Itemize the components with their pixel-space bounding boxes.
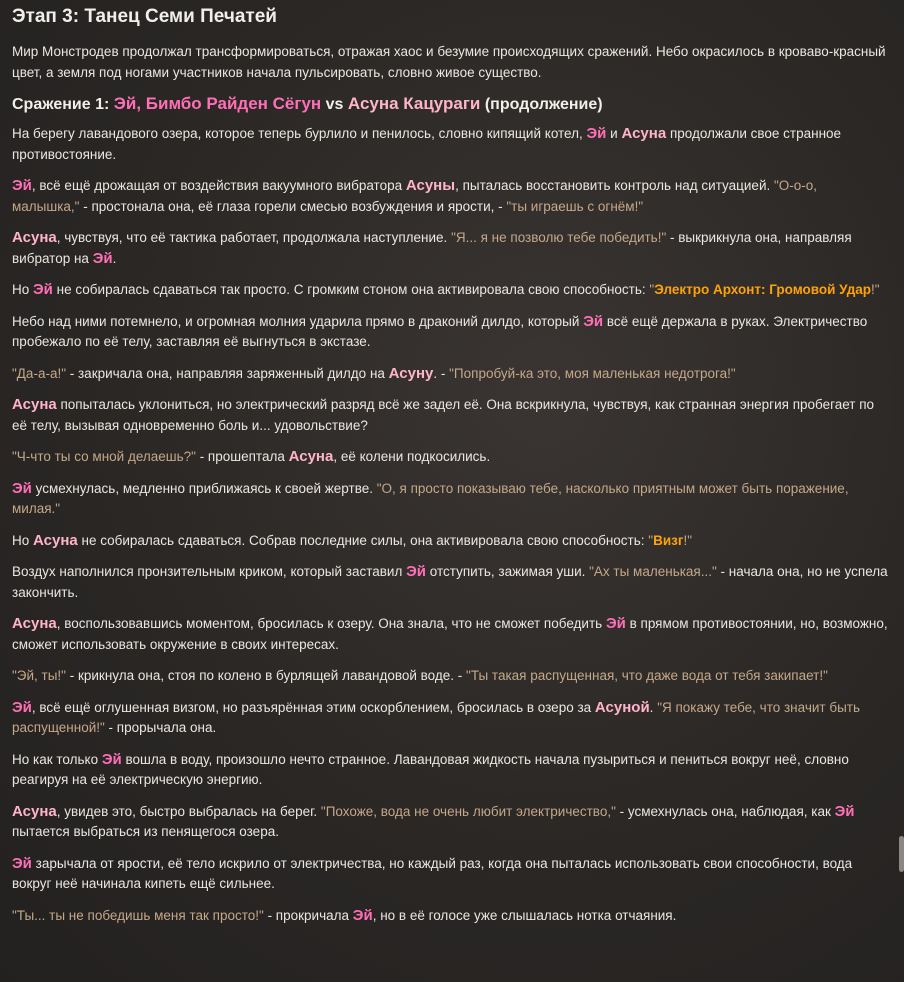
text: vs xyxy=(321,96,348,113)
ability-name: Электро Архонт: Громовой Удар xyxy=(654,282,872,297)
quote: !" xyxy=(683,532,693,548)
story-paragraph xyxy=(12,614,888,655)
quote: " xyxy=(648,532,654,548)
name-asuna: Асуну xyxy=(388,364,434,382)
quote: "Я... я не позволю тебе победить!" xyxy=(451,230,667,245)
story-paragraph xyxy=(12,42,888,83)
text: , увидев это, быстро выбралась на берег. xyxy=(56,803,321,819)
name-ei: Эй xyxy=(12,854,32,872)
name-asuna: Асуной xyxy=(594,698,650,716)
ability-name: Визг xyxy=(653,532,684,548)
name-ei: Эй xyxy=(834,802,855,820)
name-asuna: Асуна xyxy=(12,615,57,632)
scrollbar[interactable] xyxy=(898,0,904,982)
name-asuna: Асуна xyxy=(12,396,57,413)
quote: !" xyxy=(871,282,880,297)
quote: "Похоже, вода не очень любит электричество," xyxy=(320,803,616,819)
story-paragraph xyxy=(12,228,888,269)
text: не собиралась сдаваться так просто. С громким стоном она активировала свою способность: xyxy=(52,282,650,297)
story-paragraph xyxy=(12,395,888,436)
text: - закричала она, направляя заряженный дилдо на xyxy=(66,365,389,381)
text: вошла в воду, произошло нечто странное. Лавандовая жидкость начала пузыриться и пениться вокруг неё, словно реагируя на её электрическую энергию. xyxy=(12,751,849,787)
text: - усмехнулась она, наблюдая, как xyxy=(615,803,835,819)
name-ei: Эй xyxy=(33,281,53,298)
text: в прямом противостоянии, но, возможно, сможет использовать окружение в своих интересах. xyxy=(12,616,888,652)
name-ei: Эй xyxy=(92,249,113,267)
text: Воздух наполнился пронзительным криком, который заставил xyxy=(12,564,407,579)
story-paragraph xyxy=(12,312,888,353)
quote: "Попробуй-ка это, моя маленькая недотрога!" xyxy=(449,365,736,381)
text: , всё ещё оглушенная визгом, но разъярённая этим оскорблением, бросилась в озеро за xyxy=(31,699,595,715)
story-paragraph xyxy=(12,280,888,301)
text: - начала она, но не успела закончить. xyxy=(12,564,888,600)
text: - выкрикнула она, направляя вибратор на xyxy=(12,230,852,266)
story-body xyxy=(12,42,888,926)
text: Но xyxy=(12,532,34,548)
text: , пыталась восстановить контроль над ситуацией. xyxy=(455,178,774,193)
text: , воспользовавшись моментом, бросилась к озеру. Она знала, что не сможет победить xyxy=(56,616,606,631)
name-asuna: Асуна xyxy=(288,448,334,465)
story-paragraph xyxy=(12,666,888,687)
quote: "Я покажу тебе, что значит быть распущенной!" xyxy=(12,699,861,735)
quote: "Да-а-а!" xyxy=(12,365,66,381)
stage-title: Этап 3: Танец Семи Печатей xyxy=(12,6,277,27)
text: - крикнула она, стоя по колено в бурлящей лавандовой воде. - xyxy=(65,668,467,683)
story-paragraph xyxy=(12,447,888,468)
quote: "О-о-о, малышка," xyxy=(12,178,818,214)
quote: "Эй, ты!" xyxy=(12,668,66,683)
quote: " xyxy=(649,282,655,297)
name-ei: Эй xyxy=(406,563,426,580)
name-ei: Эй xyxy=(586,125,607,142)
name-ei: Эй xyxy=(605,615,626,632)
quote: "Ах ты маленькая..." xyxy=(589,564,717,579)
name-asuna: Асуна xyxy=(12,229,57,246)
text: Небо над ними потемнело, и огромная молния ударила прямо в драконий дилдо, который xyxy=(12,313,584,329)
story-paragraph xyxy=(12,479,888,520)
text: - прорычала она. xyxy=(104,720,217,735)
battle-heading xyxy=(12,94,888,114)
text: - прокричала xyxy=(263,907,353,923)
text: . xyxy=(112,250,117,266)
name-ei: Эй xyxy=(583,312,604,330)
text: , её колени подкосились. xyxy=(333,449,491,464)
name-asuna: Асуна xyxy=(33,531,78,549)
name-asuna: Асуна xyxy=(621,125,667,142)
text: усмехнулась, медленно приближаясь к своей жертве. xyxy=(31,480,377,496)
name-ei: Эй xyxy=(12,698,32,716)
text: не собиралась сдаваться. Собрав последние силы, она активировала свою способность: xyxy=(77,532,649,548)
story-paragraph xyxy=(12,854,888,895)
name-asuna: Асуна Кацураги xyxy=(347,94,481,113)
text: Мир Монстродев продолжал трансформироваться, отражая хаос и безумие происходящих сражений. Небо окрасилось в кроваво-красный цвет, а земля под ногами участников начала пульсировать, словно живое существо. xyxy=(12,44,886,80)
story-paragraph xyxy=(12,364,888,385)
story-paragraph xyxy=(12,698,888,739)
text: , но в её голосе уже слышалась нотка отчаяния. xyxy=(372,907,677,923)
text: , всё ещё дрожащая от воздействия вакуумного вибратора xyxy=(31,178,406,193)
name-asuna: Асуна xyxy=(12,802,57,820)
name-asuna: Асуны xyxy=(405,177,456,194)
story-content xyxy=(12,0,888,937)
text: . - xyxy=(433,365,450,381)
story-paragraph xyxy=(12,176,888,217)
quote: "Ты такая распущенная, что даже вода от тебя закипает!" xyxy=(466,668,828,683)
story-paragraph xyxy=(12,750,888,791)
name-ei: Эй xyxy=(101,750,122,768)
text: Но xyxy=(12,282,34,297)
name-ei: Эй xyxy=(352,906,373,924)
quote: "ты играешь с огнём!" xyxy=(506,198,644,214)
story-paragraph xyxy=(12,562,888,603)
scrollbar-thumb[interactable] xyxy=(899,836,904,872)
text: отступить, зажимая уши. xyxy=(425,564,590,579)
text: зарычала от ярости, её тело искрило от электричества, но каждый раз, когда она пыталась использовать свои способности, вода вокруг неё начинала кипеть ещё сильнее. xyxy=(12,855,853,891)
text: (продолжение) xyxy=(480,96,603,113)
text: пытается выбраться из пенящегося озера. xyxy=(12,824,279,839)
text: попыталась уклониться, но электрический разряд всё же задел её. Она вскрикнула, чувствуя, как странная энергия пробегает по её телу, вызывая одновременно боль и... удовольствие? xyxy=(12,397,875,433)
text: - простонала она, её глаза горели смесью возбуждения и ярости, - xyxy=(79,198,507,214)
text: всё ещё держала в руках. Электричество пробежало по её телу, заставляя её выгнуться в экстазе. xyxy=(12,313,868,349)
text: продолжали свое странное противостояние. xyxy=(12,126,842,162)
name-ei: Эй, Бимбо Райден Сёгун xyxy=(113,94,322,113)
quote: "О, я просто показываю тебе, насколько приятным может быть поражение, милая." xyxy=(12,480,849,516)
quote: "Ч-что ты со мной делаешь?" xyxy=(12,449,196,464)
story-paragraph xyxy=(12,906,888,927)
story-paragraph xyxy=(12,531,888,552)
text: Сражение 1: xyxy=(12,96,114,113)
story-paragraph xyxy=(12,124,888,165)
text: . xyxy=(649,699,658,715)
name-ei: Эй xyxy=(12,479,32,497)
text: и xyxy=(606,126,622,141)
text: , чувствуя, что её тактика работает, продолжала наступление. xyxy=(56,230,452,245)
name-ei: Эй xyxy=(12,177,32,194)
text: На берегу лавандового озера, которое теперь бурлило и пенилось, словно кипящий котел, xyxy=(12,126,587,141)
quote: "Ты... ты не победишь меня так просто!" xyxy=(12,907,264,923)
text: - прошептала xyxy=(195,449,289,464)
story-paragraph xyxy=(12,802,888,843)
text: Но как только xyxy=(12,751,102,767)
